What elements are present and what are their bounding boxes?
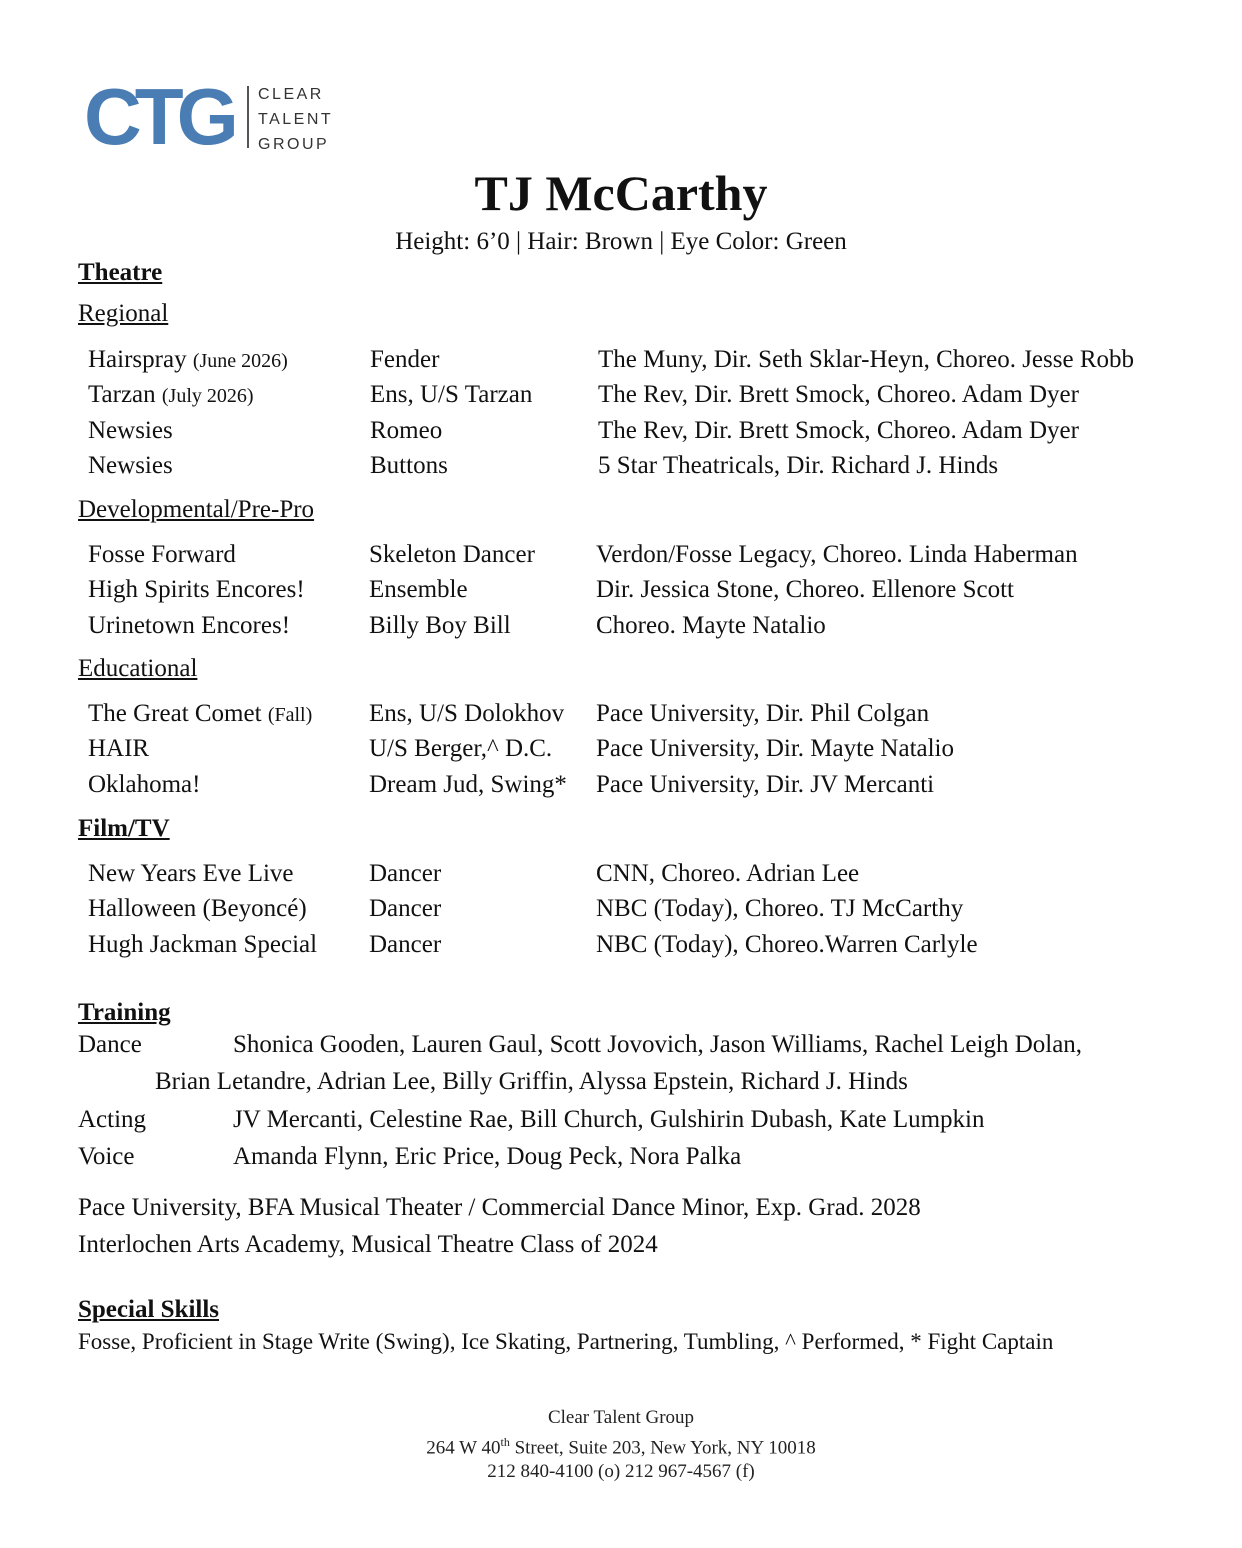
credit-company: The Rev, Dir. Brett Smock, Choreo. Adam Dyer [598, 417, 1079, 444]
credit-row [88, 449, 1188, 483]
logo-divider [247, 86, 249, 148]
logo-wordmark [258, 82, 333, 157]
logo-mark: CTG [84, 72, 232, 161]
credit-row [88, 892, 1188, 926]
credit-title: Halloween (Beyoncé) [88, 895, 307, 922]
credit-role: Ensemble [369, 576, 468, 603]
credit-title: The Great Comet (Fall) [88, 700, 313, 727]
section-heading-special-skills: Special Skills [78, 1296, 220, 1323]
logo-line-3: GROUP [258, 136, 330, 153]
credit-company: The Rev, Dir. Brett Smock, Choreo. Adam Dyer [598, 381, 1079, 408]
subsection-heading-developmental: Developmental/Pre-Pro [78, 496, 315, 523]
credit-title: Fosse Forward [88, 541, 236, 568]
training-label: Dance [78, 1031, 142, 1058]
logo-line-1: CLEAR [258, 86, 324, 103]
credit-role: Dancer [369, 931, 442, 958]
credit-company: 5 Star Theatricals, Dir. Richard J. Hinds [598, 452, 999, 479]
training-teachers-continued: Brian Letandre, Adrian Lee, Billy Griffin, Alyssa Epstein, Richard J. Hinds [155, 1068, 908, 1095]
credit-role: Dream Jud, Swing* [369, 771, 567, 798]
credit-title: Urinetown Encores! [88, 612, 291, 639]
education-line: Interlochen Arts Academy, Musical Theatre Class of 2024 [78, 1231, 658, 1258]
credit-role: Ens, U/S Dolokhov [369, 700, 565, 727]
agency-footer [0, 1406, 1242, 1484]
section-heading-training: Training [78, 999, 171, 1026]
credit-row [88, 697, 1188, 731]
credit-role: Billy Boy Bill [369, 612, 511, 639]
credit-company: Pace University, Dir. JV Mercanti [596, 771, 935, 798]
training-teachers: Shonica Gooden, Lauren Gaul, Scott Jovovich, Jason Williams, Rachel Leigh Dolan, [233, 1031, 1083, 1058]
training-label: Acting [78, 1106, 147, 1133]
footer-address: 264 W 40th Street, Suite 203, New York, NY 10018 [426, 1435, 816, 1459]
section-heading-film-tv: Film/TV [78, 815, 170, 842]
credit-row [88, 857, 1188, 891]
credit-company: NBC (Today), Choreo.Warren Carlyle [596, 931, 978, 958]
credit-company: Dir. Jessica Stone, Choreo. Ellenore Scott [596, 576, 1014, 603]
training-teachers: JV Mercanti, Celestine Rae, Bill Church, Gulshirin Dubash, Kate Lumpkin [233, 1106, 985, 1133]
credit-role: Skeleton Dancer [369, 541, 535, 568]
credit-row [88, 928, 1188, 962]
credit-company: The Muny, Dir. Seth Sklar-Heyn, Choreo. Jesse Robb [598, 346, 1135, 373]
credit-row [88, 378, 1188, 412]
footer-agency-name: Clear Talent Group [547, 1407, 695, 1428]
special-skills-text: Fosse, Proficient in Stage Write (Swing), Ice Skating, Partnering, Tumbling, ^ Performed, * Fight Captain [78, 1329, 1054, 1354]
credit-role: Fender [370, 346, 440, 373]
credit-company: Pace University, Dir. Phil Colgan [596, 700, 930, 727]
section-heading-theatre: Theatre [78, 259, 163, 286]
credit-role: Buttons [370, 452, 448, 479]
credit-title: Oklahoma! [88, 771, 201, 798]
credit-role: Romeo [370, 417, 443, 444]
subsection-heading-educational: Educational [78, 655, 198, 682]
performer-stats: Height: 6’0 | Hair: Brown | Eye Color: Green [395, 228, 847, 255]
credit-row [88, 609, 1188, 643]
credit-title: Hairspray (June 2026) [88, 346, 288, 373]
credit-row [88, 768, 1188, 802]
credit-company: Choreo. Mayte Natalio [596, 612, 826, 639]
education-line: Pace University, BFA Musical Theater / Commercial Dance Minor, Exp. Grad. 2028 [78, 1194, 921, 1221]
subsection-heading-regional: Regional [78, 300, 169, 327]
credit-title: Newsies [88, 452, 173, 479]
credit-row [88, 538, 1188, 572]
credit-row [88, 573, 1188, 607]
training-label: Voice [78, 1143, 135, 1170]
credit-company: Verdon/Fosse Legacy, Choreo. Linda Haberman [596, 541, 1078, 568]
credit-title: HAIR [88, 735, 150, 762]
credit-role: Dancer [369, 895, 442, 922]
credit-title: New Years Eve Live [88, 860, 294, 887]
logo-line-2: TALENT [258, 111, 334, 128]
credit-title: High Spirits Encores! [88, 576, 305, 603]
credit-title: Tarzan (July 2026) [88, 381, 254, 408]
credit-role: Dancer [369, 860, 442, 887]
performer-name: TJ McCarthy [474, 165, 768, 221]
credit-row [88, 414, 1188, 448]
credit-row [88, 343, 1188, 377]
credit-company: NBC (Today), Choreo. TJ McCarthy [596, 895, 964, 922]
agency-logo [84, 72, 334, 161]
credit-title: Hugh Jackman Special [88, 931, 318, 958]
credit-role: Ens, U/S Tarzan [370, 381, 533, 408]
credit-company: Pace University, Dir. Mayte Natalio [596, 735, 955, 762]
credit-title: Newsies [88, 417, 173, 444]
credit-company: CNN, Choreo. Adrian Lee [596, 860, 860, 887]
credit-role: U/S Berger,^ D.C. [369, 735, 553, 762]
credit-row [88, 732, 1188, 766]
footer-phone: 212 840-4100 (o) 212 967-4567 (f) [487, 1461, 755, 1483]
training-teachers: Amanda Flynn, Eric Price, Doug Peck, Nora Palka [233, 1143, 742, 1170]
